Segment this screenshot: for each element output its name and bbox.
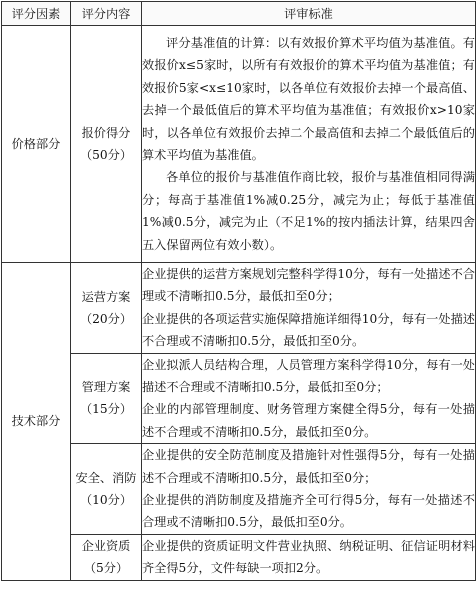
table-header-row [2,2,476,26]
content-score: （10分） [79,493,133,508]
content-cell [71,444,142,535]
header-standard: 评审标准 [142,2,476,26]
content-cell [71,534,142,580]
content-cell [71,353,142,444]
standard-cell [142,26,476,263]
standard-cell [142,534,476,580]
standard-paragraph: 评分基准值的计算：以有效报价算术平均值为基准值。有效报价x≤5家时，以所有有效报价的算术平均值为基准值；有效报价5家<x≤10家时，以各单位有效报价去掉一个最高值、去掉一个最低值后的算术平均值为基准值；有效报价x>10家时，以各单位有效报价去掉二个最高值和去掉二个最低值后的算术平均值为基准值。 [142,35,475,162]
content-score: （50分） [79,148,133,162]
header-content: 评分内容 [71,2,142,26]
content-score: （5分） [83,561,129,576]
content-cell [71,26,142,263]
standard-cell [142,444,476,535]
standard-paragraph: 企业提供的各项运营实施保障措施详细得10分，每有一处描述不合理或不清晰扣0.5分，最低扣至0分。 [142,311,475,349]
table-row [2,263,476,354]
content-name: 运营方案 [81,289,131,304]
standard-paragraph: 企业提供的运营方案规划完整科学得10分，每有一处描述不合理或不清晰扣0.5分，最低扣至0分； [142,267,475,304]
standard-paragraph: 各单位的报价与基准值作商比较，报价与基准值相同得满分；每高于基准值1%减0.25分，减完为止；每低于基准值1%减0.5分，减完为止（不足1%的按内插法计算，结果四舍五入保留两位有效小数）。 [142,170,475,252]
factor-cell-technical: 技术部分 [2,263,71,581]
standard-paragraph: 企业拟派人员结构合理，人员管理方案科学得10分，每有一处描述不合理或不清晰扣0.5分，最低扣至0分； [142,357,475,395]
scoring-criteria-table [1,1,476,581]
standard-paragraph: 企业的内部管理制度、财务管理方案健全得5分，每有一处描述不合理或不清晰扣0.5分，最低扣至0分。 [142,402,475,439]
standard-paragraph: 企业提供的安全防范制度及措施针对性强得5分，每有一处描述不合理或不清晰扣0.5分，最低扣至0分； [142,448,475,485]
standard-cell [142,353,476,444]
content-name: 报价得分 [81,126,131,140]
content-score: （15分） [79,402,133,417]
table-row [2,444,476,535]
content-score: （20分） [79,311,133,326]
table-row [2,353,476,444]
header-factor: 评分因素 [2,2,71,26]
factor-cell-price: 价格部分 [2,26,71,263]
standard-paragraph: 企业提供的资质证明文件营业执照、纳税证明、征信证明材料齐全得5分，文件每缺一项扣2分。 [142,538,475,576]
content-name: 安全、消防 [75,471,137,486]
standard-cell [142,263,476,354]
content-name: 管理方案 [81,380,131,395]
standard-paragraph: 企业提供的消防制度及措施齐全可行得5分，每有一处描述不合理或不清晰扣0.5分，最低扣至0分。 [142,493,475,530]
table-row [2,26,476,263]
table-row [2,534,476,580]
content-cell [71,263,142,354]
content-name: 企业资质 [81,539,131,554]
